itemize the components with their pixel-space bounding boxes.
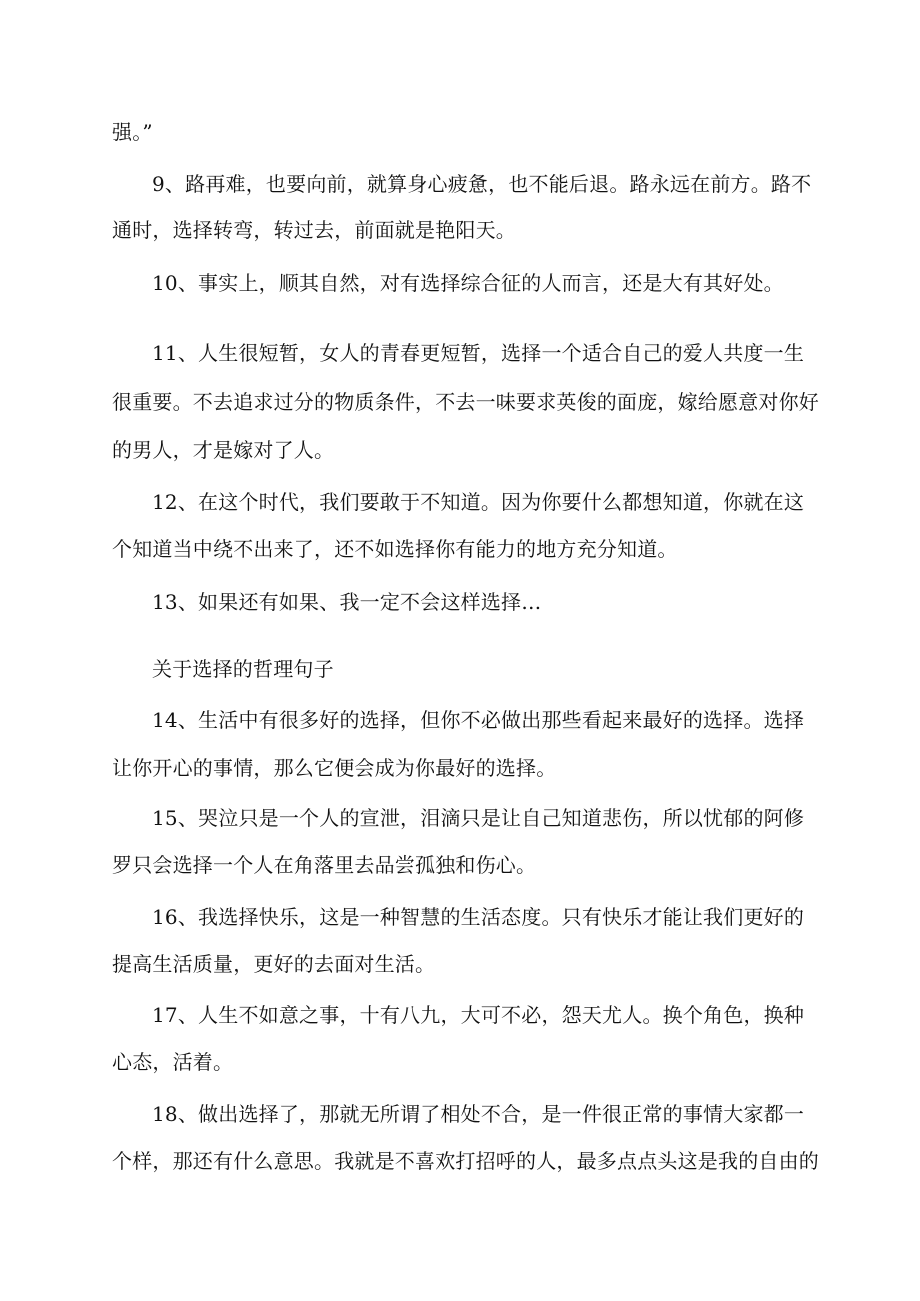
paragraph-10-line-1: 10、事实上，顺其自然，对有选择综合征的人而言，还是大有其好处。 — [152, 271, 784, 295]
paragraph-11-line-2: 很重要。不去追求过分的物质条件，不去一味要求英俊的面庞，嫁给愿意对你好 — [112, 390, 819, 414]
paragraph-15-line-2: 罗只会选择一个人在角落里去品尝孤独和伤心。 — [112, 853, 537, 877]
paragraph-12-line-1: 12、在这个时代，我们要敢于不知道。因为你要什么都想知道，你就在这 — [152, 490, 805, 514]
paragraph-13-line-1: 13、如果还有如果、我一定不会这样选择… — [152, 590, 542, 614]
paragraph-11-line-3: 的男人，才是嫁对了人。 — [112, 438, 335, 462]
paragraph-9-line-2: 通时，选择转弯，转过去，前面就是艳阳天。 — [112, 218, 516, 242]
paragraph-17-line-1: 17、人生不如意之事，十有八九，大可不必，怨天尤人。换个角色，换种 — [152, 1003, 805, 1027]
paragraph-17-line-2: 心态，活着。 — [112, 1050, 234, 1074]
section-heading: 关于选择的哲理句子 — [152, 657, 334, 681]
paragraph-14-line-1: 14、生活中有很多好的选择，但你不必做出那些看起来最好的选择。选择 — [152, 708, 805, 732]
paragraph-18-line-2: 个样，那还有什么意思。我就是不喜欢打招呼的人，最多点点头这是我的自由的 — [112, 1149, 819, 1173]
text-line: 强。” — [112, 120, 153, 144]
paragraph-16-line-2: 提高生活质量，更好的去面对生活。 — [112, 952, 436, 976]
paragraph-16-line-1: 16、我选择快乐，这是一种智慧的生活态度。只有快乐才能让我们更好的 — [152, 905, 805, 929]
paragraph-9-line-1: 9、路再难，也要向前，就算身心疲惫，也不能后退。路永远在前方。路不 — [152, 172, 812, 196]
paragraph-14-line-2: 让你开心的事情，那么它便会成为你最好的选择。 — [112, 756, 557, 780]
paragraph-15-line-1: 15、哭泣只是一个人的宣泄，泪滴只是让自己知道悲伤，所以忧郁的阿修 — [152, 806, 805, 830]
paragraph-11-line-1: 11、人生很短暂，女人的青春更短暂，选择一个适合自己的爱人共度一生 — [152, 341, 805, 365]
paragraph-18-line-1: 18、做出选择了，那就无所谓了相处不合，是一件很正常的事情大家都一 — [152, 1102, 805, 1126]
paragraph-12-line-2: 个知道当中绕不出来了，还不如选择你有能力的地方充分知道。 — [112, 537, 678, 561]
